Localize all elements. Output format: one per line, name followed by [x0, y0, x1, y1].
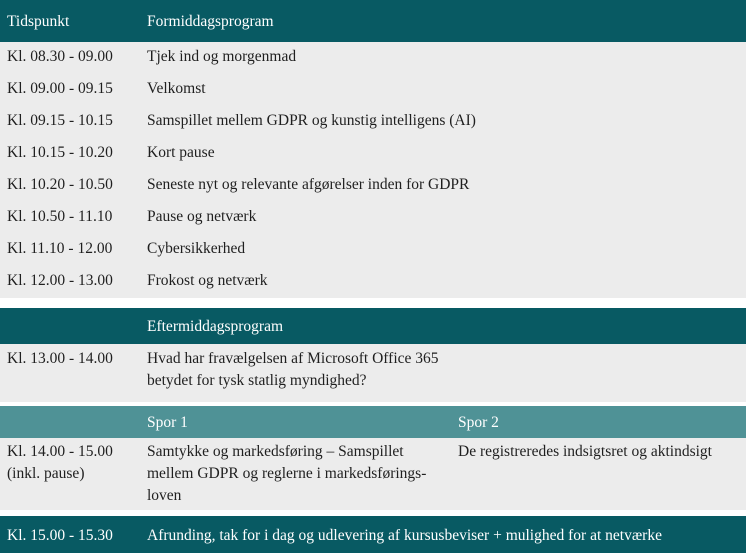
track1-item-line2: mellem GDPR og reglerne i markedsførings- — [147, 465, 427, 482]
row-time-line1: Kl. 14.00 - 15.00 — [7, 443, 113, 460]
row-item: Tjek ind og morgenmad — [147, 48, 297, 65]
closing-row — [0, 516, 746, 553]
table-row — [0, 202, 746, 234]
row-item: Samspillet mellem GDPR og kunstig intelligens (AI) — [147, 112, 476, 129]
row-item-line1: Hvad har fravælgelsen af Microsoft Office 365 — [147, 350, 439, 367]
header-time: Tidspunkt — [7, 13, 70, 30]
row-time: Kl. 15.00 - 15.30 — [7, 527, 113, 544]
row-item: Seneste nyt og relevante afgørelser inden for GDPR — [147, 176, 470, 193]
row-time: Kl. 09.15 - 10.15 — [7, 112, 113, 129]
row-item: Frokost og netværk — [147, 272, 268, 289]
afternoon-header — [0, 308, 746, 344]
row-item: Pause og netværk — [147, 208, 257, 225]
row-item: Cybersikkerhed — [147, 240, 246, 257]
table-header — [0, 0, 746, 42]
row-item: Afrunding, tak for i dag og udlevering af kursusbeviser + mulighed for at netværke — [147, 527, 662, 544]
section-divider — [0, 298, 746, 308]
row-item: Velkomst — [147, 80, 206, 97]
row-time: Kl. 10.20 - 10.50 — [7, 176, 113, 193]
track2-label: Spor 2 — [458, 414, 499, 431]
row-item: Kort pause — [147, 144, 215, 161]
row-time: Kl. 10.50 - 11.10 — [7, 208, 113, 225]
row-time: Kl. 11.10 - 12.00 — [7, 240, 113, 257]
table-row — [0, 106, 746, 138]
track1-item-line3: loven — [147, 487, 182, 504]
table-row — [0, 170, 746, 202]
row-time: Kl. 12.00 - 13.00 — [7, 272, 113, 289]
table-row — [0, 438, 746, 510]
afternoon-program-label: Eftermiddagsprogram — [147, 318, 284, 335]
table-row — [0, 138, 746, 170]
table-row — [0, 234, 746, 266]
row-item-line2: betydet for tysk statlig myndighed? — [147, 372, 367, 389]
row-time: Kl. 10.15 - 10.20 — [7, 144, 113, 161]
row-time: Kl. 09.00 - 09.15 — [7, 80, 113, 97]
track2-item: De registreredes indsigtsret og aktindsigt — [458, 443, 712, 460]
track1-label: Spor 1 — [147, 414, 188, 431]
row-time: Kl. 08.30 - 09.00 — [7, 48, 113, 65]
table-row — [0, 74, 746, 106]
tracks-header — [0, 406, 746, 438]
row-time-line2: (inkl. pause) — [7, 465, 85, 482]
row-time: Kl. 13.00 - 14.00 — [7, 350, 113, 367]
track1-item-line1: Samtykke og markedsføring – Samspillet — [147, 443, 404, 460]
table-row — [0, 42, 746, 74]
table-row — [0, 266, 746, 298]
header-morning-program: Formiddagsprogram — [147, 13, 274, 30]
table-row — [0, 344, 746, 402]
